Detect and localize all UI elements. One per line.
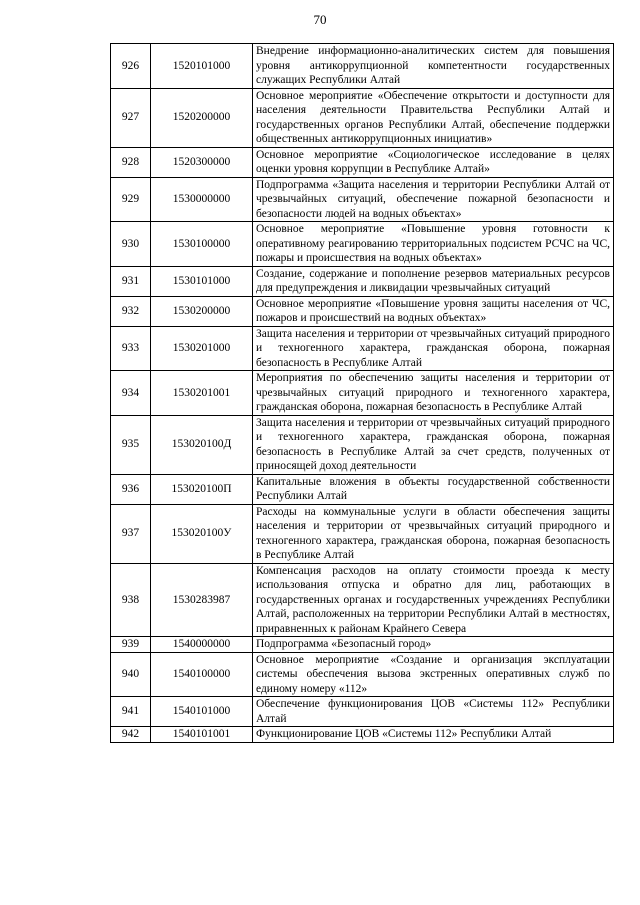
row-description: Подпрограмма «Защита населения и территории Республики Алтай от чрезвычайных ситуаций, обеспечение пожарной безопасности и безопасности людей на водных объектах» [253, 177, 614, 222]
table-row [111, 415, 614, 474]
budget-code: 1530201001 [151, 371, 253, 416]
budget-code: 1530000000 [151, 177, 253, 222]
row-description: Основное мероприятие «Повышение уровня защиты населения от ЧС, пожаров и происшествий на водных объектах» [253, 296, 614, 326]
row-description: Мероприятия по обеспечению защиты населения и территории от чрезвычайных ситуаций природного и техногенного характера, гражданская оборона, пожарная безопасность в Республике Алтай [253, 371, 614, 416]
budget-code: 1540101000 [151, 697, 253, 727]
row-number: 933 [111, 326, 151, 371]
row-description: Обеспечение функционирования ЦОВ «Системы 112» Республики Алтай [253, 697, 614, 727]
table-body [111, 44, 614, 743]
budget-code: 153020100П [151, 474, 253, 504]
row-description: Расходы на коммунальные услуги в области обеспечения защиты населения и территории от чрезвычайных ситуаций природного и техногенного характера, гражданская оборона, пожарная безопасность в Республике Алтай [253, 504, 614, 563]
table-row [111, 88, 614, 147]
table-row [111, 727, 614, 743]
row-number: 929 [111, 177, 151, 222]
table-row [111, 504, 614, 563]
row-description: Защита населения и территории от чрезвычайных ситуаций природного и техногенного характера, гражданская оборона, пожарная безопасность в Республике Алтай за счет средств, полученных от приносящей доход деятельности [253, 415, 614, 474]
table-row [111, 637, 614, 653]
table-row [111, 652, 614, 697]
row-description: Внедрение информационно-аналитических систем для повышения уровня антикоррупционной компетентности государственных служащих Республики Алтай [253, 44, 614, 89]
page-number: 70 [313, 12, 327, 27]
table-row [111, 222, 614, 267]
row-number: 939 [111, 637, 151, 653]
row-number: 927 [111, 88, 151, 147]
budget-code: 1530101000 [151, 266, 253, 296]
budget-code-table [110, 43, 614, 743]
row-number: 931 [111, 266, 151, 296]
table-row [111, 697, 614, 727]
table-row [111, 474, 614, 504]
table-row [111, 147, 614, 177]
row-description: Основное мероприятие «Социологическое исследование в целях оценки уровня коррупции в Республике Алтай» [253, 147, 614, 177]
row-description: Подпрограмма «Безопасный город» [253, 637, 614, 653]
row-description: Компенсация расходов на оплату стоимости проезда к месту использования отпуска и обратно для лиц, работающих в государственных органах и государственных учреждениях Республики Алтай, расположенных на территории Республики Алтай в местностях, приравненных к районам Крайнего Севера [253, 563, 614, 637]
budget-code: 1530200000 [151, 296, 253, 326]
row-number: 932 [111, 296, 151, 326]
table-row [111, 266, 614, 296]
row-number: 937 [111, 504, 151, 563]
table-row [111, 177, 614, 222]
table-row [111, 326, 614, 371]
budget-code: 1520101000 [151, 44, 253, 89]
row-description: Основное мероприятие «Повышение уровня готовности к оперативному реагированию территориальных подсистем РСЧС на ЧС, пожары и происшествия на водных объектах» [253, 222, 614, 267]
budget-code: 153020100Д [151, 415, 253, 474]
row-number: 928 [111, 147, 151, 177]
row-number: 940 [111, 652, 151, 697]
table-row [111, 563, 614, 637]
table-row [111, 44, 614, 89]
budget-code: 1530201000 [151, 326, 253, 371]
table-row [111, 371, 614, 416]
row-description: Защита населения и территории от чрезвычайных ситуаций природного и техногенного характера, гражданская оборона, пожарная безопасность в Республике Алтай [253, 326, 614, 371]
row-number: 934 [111, 371, 151, 416]
row-description: Основное мероприятие «Создание и организация эксплуатации системы обеспечения вызова экстренных оперативных служб по единому номеру «112» [253, 652, 614, 697]
row-number: 926 [111, 44, 151, 89]
budget-code: 1540100000 [151, 652, 253, 697]
budget-code: 153020100У [151, 504, 253, 563]
row-number: 942 [111, 727, 151, 743]
row-number: 938 [111, 563, 151, 637]
table-row [111, 296, 614, 326]
budget-code: 1520300000 [151, 147, 253, 177]
row-description: Основное мероприятие «Обеспечение открытости и доступности для населения деятельности Правительства Республики Алтай и государственных органов Республики Алтай, обеспечение поддержки общественных антикоррупционных инициатив» [253, 88, 614, 147]
row-description: Функционирование ЦОВ «Системы 112» Республики Алтай [253, 727, 614, 743]
budget-code: 1530283987 [151, 563, 253, 637]
budget-code: 1530100000 [151, 222, 253, 267]
budget-code: 1540000000 [151, 637, 253, 653]
row-number: 935 [111, 415, 151, 474]
budget-code: 1540101001 [151, 727, 253, 743]
budget-code: 1520200000 [151, 88, 253, 147]
row-number: 930 [111, 222, 151, 267]
row-description: Создание, содержание и пополнение резервов материальных ресурсов для предупреждения и ликвидации чрезвычайных ситуаций [253, 266, 614, 296]
row-description: Капитальные вложения в объекты государственной собственности Республики Алтай [253, 474, 614, 504]
row-number: 941 [111, 697, 151, 727]
row-number: 936 [111, 474, 151, 504]
